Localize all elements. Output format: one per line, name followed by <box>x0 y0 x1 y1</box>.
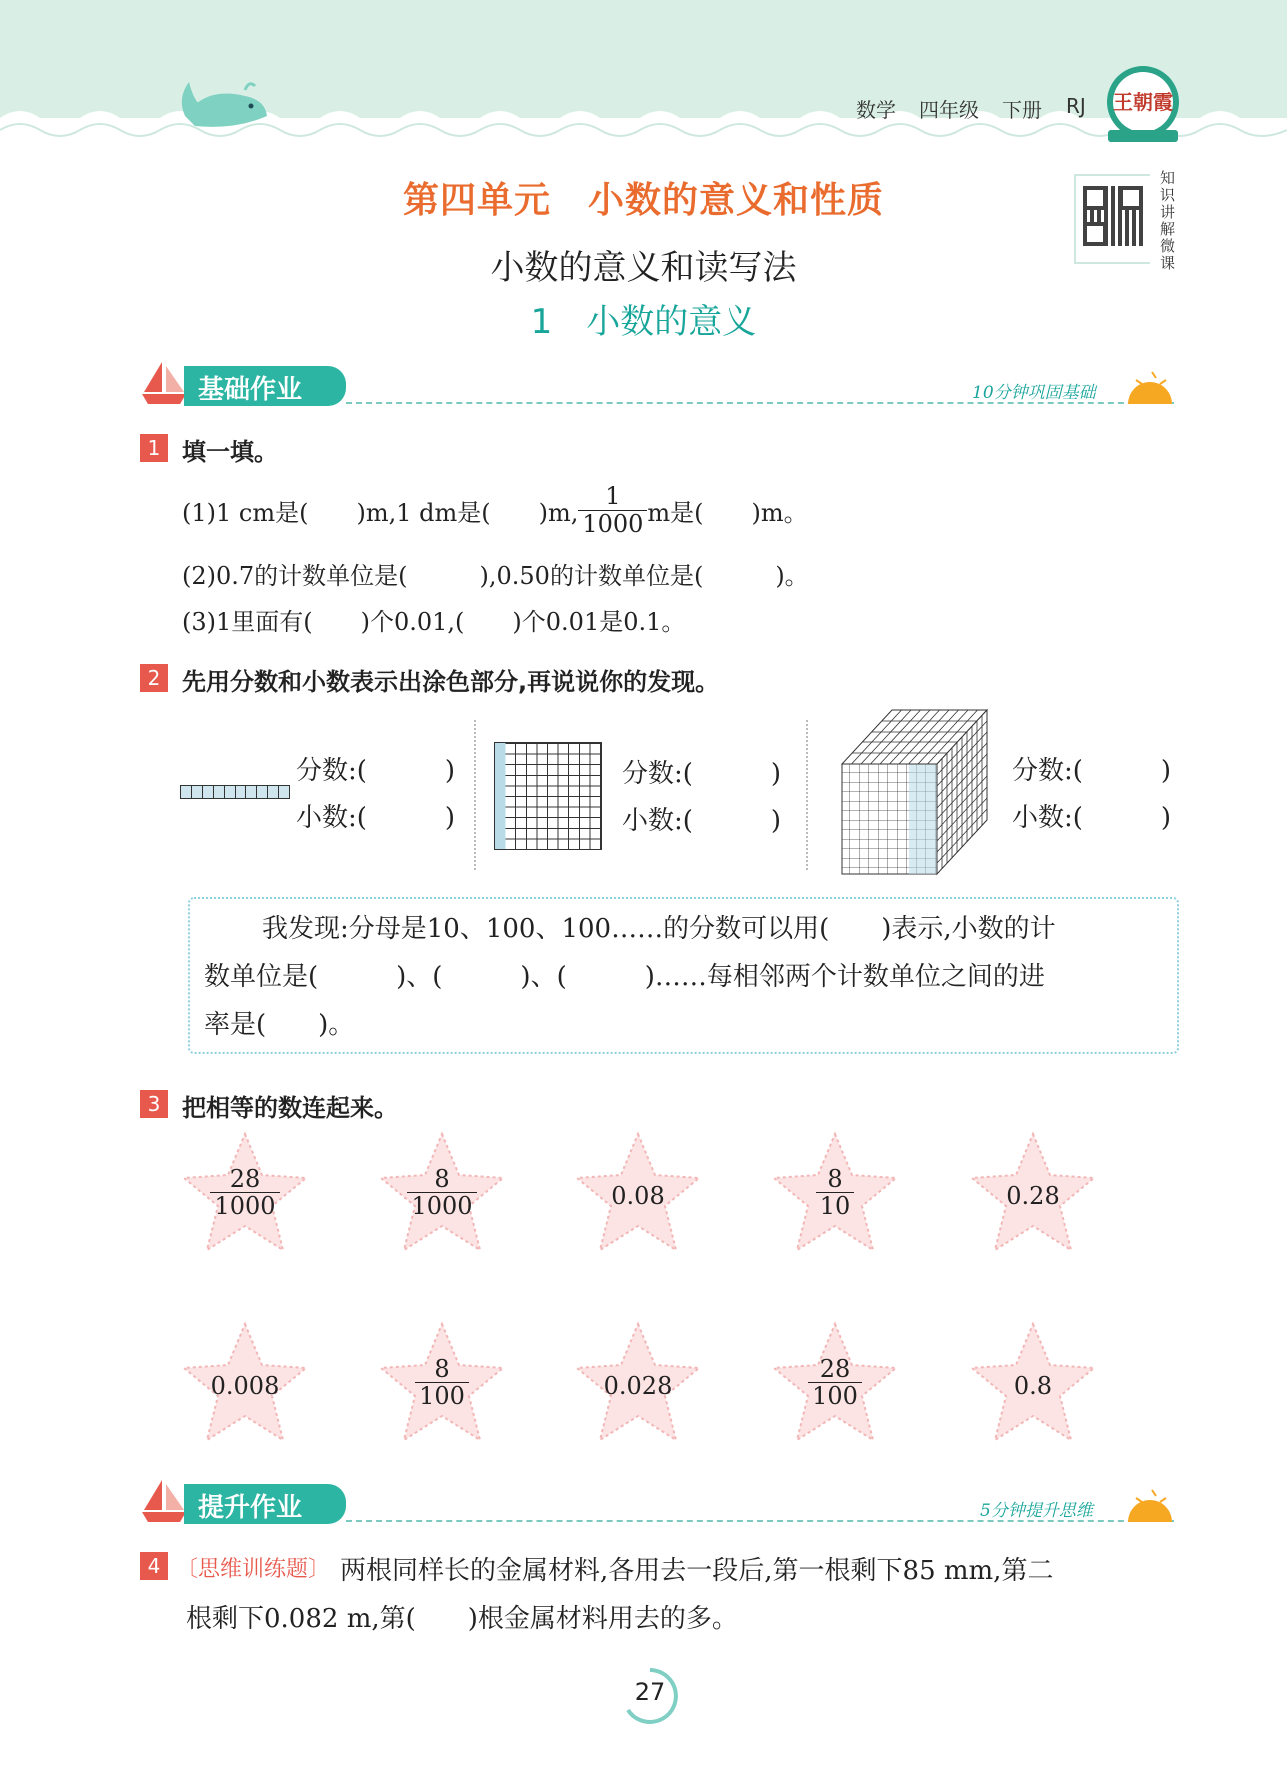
q1-fraction <box>578 483 647 537</box>
section-basic-label: 基础作业 <box>198 375 303 405</box>
ten-strip-diagram <box>180 785 290 799</box>
question-number: 4 <box>140 1552 168 1580</box>
lesson-title: 1 小数的意义 <box>530 302 757 342</box>
discovery-line-1: 我发现:分母是10、100、100……的分数可以用( )表示,小数的计 <box>262 914 1056 944</box>
star-card[interactable] <box>180 1130 310 1264</box>
numerator: 8 <box>827 1165 843 1193</box>
section-advanced-label: 提升作业 <box>198 1493 303 1523</box>
fraction-blank-1[interactable]: 分数:( ) <box>296 756 456 786</box>
star-fraction <box>415 1356 469 1410</box>
volume-label: 下册 <box>1002 98 1042 122</box>
star-fraction <box>816 1166 855 1220</box>
star-value: 0.08 <box>611 1182 665 1210</box>
question-title: 填一填。 <box>182 438 278 466</box>
star-value: 0.28 <box>1006 1182 1060 1210</box>
hundred-grid-diagram <box>494 742 602 850</box>
question-title: 把相等的数连起来。 <box>182 1094 398 1122</box>
brand-text: 王朝霞 <box>1113 90 1173 114</box>
subject-label: 数学 <box>856 98 896 122</box>
star-card[interactable] <box>377 1320 507 1454</box>
numerator: 28 <box>229 1165 261 1193</box>
page-number: 27 <box>634 1678 666 1706</box>
brand-logo <box>1104 62 1182 146</box>
star-card[interactable] <box>573 1320 703 1454</box>
star-value: 0.8 <box>1013 1372 1053 1400</box>
question-title: 先用分数和小数表示出涂色部分,再说说你的发现。 <box>182 668 720 696</box>
star-card[interactable] <box>180 1320 310 1454</box>
star-fraction <box>407 1166 476 1220</box>
sunset-icon <box>1122 1488 1178 1524</box>
fraction-blank-2[interactable]: 分数:( ) <box>622 759 782 789</box>
denominator: 100 <box>415 1382 469 1409</box>
sailboat-icon <box>140 1478 188 1524</box>
thousand-cube-diagram <box>840 706 992 876</box>
q1-line-1-text-a: (1)1 cm是( )m,1 dm是( )m, <box>182 498 579 527</box>
fraction-blank-3[interactable]: 分数:( ) <box>1012 756 1172 786</box>
star-card[interactable] <box>770 1320 900 1454</box>
qr-label: 知识讲解微课 <box>1160 169 1176 272</box>
question-tag: 〔思维训练题〕 <box>176 1557 331 1582</box>
grade-label: 四年级 <box>919 98 979 122</box>
q1-fraction-denominator: 1000 <box>578 510 647 537</box>
divider <box>806 720 808 870</box>
star-value: 0.028 <box>603 1372 673 1400</box>
star-card[interactable] <box>770 1130 900 1264</box>
numerator: 28 <box>819 1355 851 1383</box>
decimal-blank-3[interactable]: 小数:( ) <box>1012 803 1172 833</box>
denominator: 1000 <box>210 1192 279 1219</box>
denominator: 100 <box>808 1382 862 1409</box>
sunset-icon <box>1122 370 1178 406</box>
sailboat-icon <box>140 360 188 406</box>
star-card[interactable] <box>377 1130 507 1264</box>
star-fraction <box>808 1356 862 1410</box>
question-number: 1 <box>140 434 168 462</box>
divider <box>474 720 476 870</box>
star-card[interactable] <box>968 1320 1098 1454</box>
q4-line-2: 根剩下0.082 m,第( )根金属材料用去的多。 <box>186 1604 738 1634</box>
question-number: 3 <box>140 1090 168 1118</box>
denominator: 10 <box>816 1192 855 1219</box>
section-basic-hint: 10分钟巩固基础 <box>972 383 1096 403</box>
q1-line-1 <box>182 480 808 540</box>
q1-line-2: (2)0.7的计数单位是( ),0.50的计数单位是( )。 <box>182 562 809 590</box>
q1-line-1-text-b: m是( )m。 <box>647 498 808 527</box>
discovery-line-2: 数单位是( )、( )、( )……每相邻两个计数单位之间的进 <box>204 962 1045 992</box>
decimal-blank-1[interactable]: 小数:( ) <box>296 803 456 833</box>
whale-icon <box>175 76 275 132</box>
lesson-group-title: 小数的意义和读写法 <box>490 248 797 288</box>
question-number: 2 <box>140 664 168 692</box>
star-value: 0.008 <box>210 1372 280 1400</box>
decimal-blank-2[interactable]: 小数:( ) <box>622 806 782 836</box>
star-card[interactable] <box>968 1130 1098 1264</box>
section-advanced-hint: 5分钟提升思维 <box>980 1501 1093 1521</box>
edition-label: RJ <box>1066 94 1086 118</box>
unit-title: 第四单元 小数的意义和性质 <box>402 180 884 221</box>
q1-fraction-numerator: 1 <box>605 482 621 511</box>
denominator: 1000 <box>407 1192 476 1219</box>
q1-line-3: (3)1里面有( )个0.01,( )个0.01是0.1。 <box>182 608 686 636</box>
discovery-line-3: 率是( )。 <box>204 1010 355 1040</box>
numerator: 8 <box>434 1165 450 1193</box>
q4-line-1: 两根同样长的金属材料,各用去一段后,第一根剩下85 mm,第二 <box>340 1556 1054 1586</box>
numerator: 8 <box>434 1355 450 1383</box>
star-card[interactable] <box>573 1130 703 1264</box>
star-fraction <box>210 1166 279 1220</box>
